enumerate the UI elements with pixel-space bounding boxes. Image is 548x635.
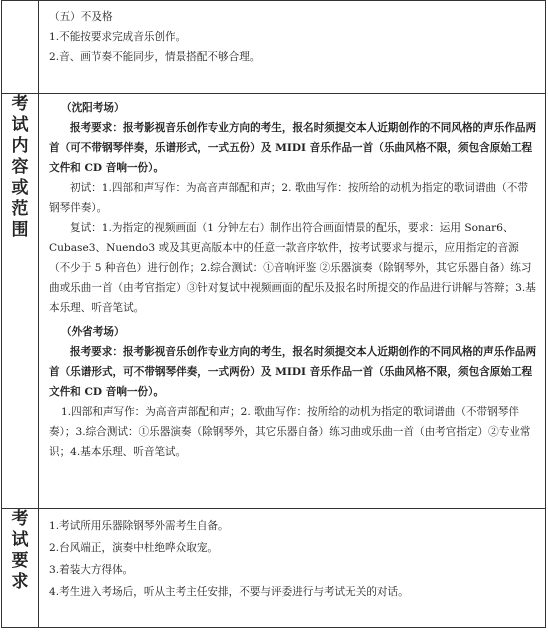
exam-info-table: [1, 0, 546, 628]
scope-content-cell: [39, 94, 546, 509]
scope-heading-cell: [2, 94, 39, 509]
requirement-item-1: 1.考试所用乐器除钢琴外需考生自备。: [49, 520, 229, 532]
row-failing: [2, 1, 546, 94]
failing-title: （五）不及格: [49, 11, 113, 23]
row-scope: [2, 94, 546, 509]
failing-item-1: 1.不能按要求完成音乐创作。: [49, 31, 187, 43]
requirement-item-2: 2.台风端正，演奏中杜绝哗众取宠。: [49, 542, 219, 554]
shenyang-requirement: 报考要求：报考影视音乐创作专业方向的考生，报名时须提交本人近期创作的不同风格的声乐作品两首（可不带钢琴伴奏，乐谱形式，一式五份）及 MIDI 音乐作品一首（乐曲风格不限，须包含原始工程文件和 CD 音响一份）。: [49, 122, 537, 174]
scope-heading: 考试内容或范围: [11, 94, 29, 240]
requirement-item-4: 4.考生进入考场后，听从主考主任安排，不要与评委进行与考试无关的对话。: [49, 586, 409, 598]
other-province-requirement: 报考要求：报考影视音乐创作专业方向的考生，报名时须提交本人近期创作的不同风格的声乐作品两首（乐谱形式，可不带钢琴伴奏，一式两份）及 MIDI 音乐作品一首（乐曲风格不限，须包含原始工程文件和 CD 音响一份）。: [49, 346, 537, 398]
shenyang-retest: 复试：1.为指定的视频画面（1 分钟左右）制作出符合画面情景的配乐，要求：运用 Sonar6、Cubase3、Nuendo3 或及其更高版本中的任意一款音序软件，按考试要求与提示，应用指定的音源（不少于 5 种音色）进行创作；2.综合测试：①音响评鉴 ②乐器演奏（除钢琴外，其它乐器自备）练习曲或乐曲一首（由考官指定）③针对复试中视频画面的配乐及报名时所提交的作品进行讲解与答辩；3.基本乐理、听音笔试。: [49, 222, 536, 314]
other-province-body: 1.四部和声写作：为高音声部配和声；2. 歌曲写作：按所给的动机为指定的歌词谱曲（不带钢琴伴奏）；3.综合测试：①乐器演奏（除钢琴外，其它乐器自备）练习曲或乐曲一首（由考官指定）②专业常识；4.基本乐理、听音笔试。: [49, 406, 531, 458]
row-requirements: [2, 509, 546, 628]
shenyang-title: （沈阳考场）: [61, 102, 125, 114]
other-province-title: （外省考场）: [61, 326, 125, 338]
requirement-item-3: 3.着装大方得体。: [49, 564, 134, 576]
row-failing-content-cell: [39, 1, 546, 94]
requirements-heading: 考试要求: [11, 509, 29, 592]
shenyang-preliminary: 初试：1.四部和声写作：为高音声部配和声；2. 歌曲写作：按所给的动机为指定的歌词谱曲（不带钢琴伴奏）。: [49, 182, 528, 214]
failing-item-2: 2.音、画节奏不能同步，情景搭配不够合理。: [49, 51, 261, 63]
requirements-heading-cell: [2, 509, 39, 628]
row-failing-heading-cell: [2, 1, 39, 94]
requirements-content-cell: [39, 509, 546, 628]
